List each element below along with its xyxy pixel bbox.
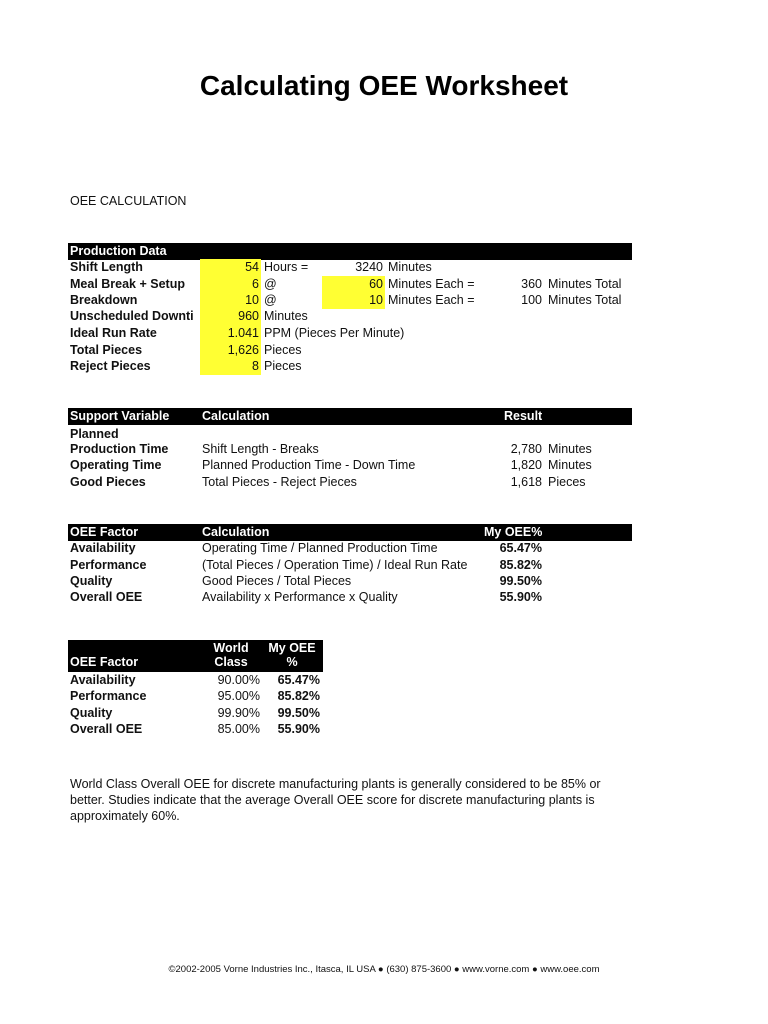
production-row-value2[interactable]: 60 xyxy=(369,277,383,291)
production-row-value3: 100 xyxy=(521,293,542,307)
support-row-result: 2,780 xyxy=(510,442,542,456)
support-row-calc: Shift Length - Breaks xyxy=(202,442,319,456)
compare-header-world-line2: Class xyxy=(214,655,248,669)
compare-header-factor: OEE Factor xyxy=(70,655,139,669)
factor-row-result: 99.50% xyxy=(499,574,542,588)
oee-factor-header xyxy=(68,524,632,541)
support-row-calc: Planned Production Time - Down Time xyxy=(202,458,416,472)
support-row-label: Good Pieces xyxy=(70,475,146,489)
production-row-value[interactable]: 6 xyxy=(252,277,259,291)
support-row-unit: Minutes xyxy=(548,442,592,456)
planned-label: Planned xyxy=(70,427,119,441)
compare-row-mine: 85.82% xyxy=(277,689,320,703)
support-row-calc: Total Pieces - Reject Pieces xyxy=(202,475,357,489)
compare-row-label: Quality xyxy=(70,706,113,720)
production-row-value[interactable]: 1,626 xyxy=(227,343,259,357)
factor-row-label: Overall OEE xyxy=(70,590,143,604)
factor-row-label: Performance xyxy=(70,558,147,572)
production-row-value2: 3240 xyxy=(355,260,383,274)
compare-row-world: 99.90% xyxy=(217,706,260,720)
factor-row-result: 65.47% xyxy=(499,541,542,555)
factor-row-calc: (Total Pieces / Operation Time) / Ideal Run Rate xyxy=(202,558,468,572)
production-data-header xyxy=(68,243,632,260)
production-row-unit: Minutes xyxy=(264,309,308,323)
support-row-unit: Minutes xyxy=(548,458,592,472)
compare-header-my-line1: My OEE xyxy=(268,641,316,655)
factor-row-label: Availability xyxy=(70,541,136,555)
production-row-unit: PPM (Pieces Per Minute) xyxy=(264,326,405,340)
production-row-unit: Pieces xyxy=(264,343,302,357)
production-row-value[interactable]: 960 xyxy=(238,309,259,323)
factor-header-label: OEE Factor xyxy=(70,525,139,539)
production-header-label: Production Data xyxy=(70,244,167,258)
footer-copyright: ©2002-2005 Vorne Industries Inc., Itasca, IL USA ● (630) 875-3600 ● www.vorne.com ● www.oee.com xyxy=(168,964,600,975)
support-header-result: Result xyxy=(504,409,543,423)
page-title: Calculating OEE Worksheet xyxy=(199,70,569,101)
support-variable-header xyxy=(68,408,632,425)
production-row-unit3: Minutes Total xyxy=(548,293,622,307)
production-row-label: Meal Break + Setup xyxy=(70,277,185,291)
factor-row-calc: Good Pieces / Total Pieces xyxy=(202,574,352,588)
section-label: OEE CALCULATION xyxy=(70,194,187,208)
compare-row-label: Availability xyxy=(70,673,136,687)
production-row-unit: @ xyxy=(264,293,277,307)
compare-row-label: Overall OEE xyxy=(70,722,143,736)
compare-row-mine: 99.50% xyxy=(277,706,320,720)
factor-header-my-oee: My OEE% xyxy=(484,525,543,539)
production-row-value[interactable]: 10 xyxy=(245,293,259,307)
compare-row-mine: 55.90% xyxy=(277,722,320,736)
production-row-value2[interactable]: 10 xyxy=(369,293,383,307)
support-row-unit: Pieces xyxy=(548,475,586,489)
support-header-variable: Support Variable xyxy=(70,409,170,423)
factor-row-label: Quality xyxy=(70,574,113,588)
factor-row-result: 55.90% xyxy=(499,590,542,604)
compare-row-world: 90.00% xyxy=(217,673,260,687)
compare-header-world-line1: World xyxy=(213,641,249,655)
production-row-unit3: Minutes Total xyxy=(548,277,622,291)
production-row-label: Total Pieces xyxy=(70,343,143,357)
support-row-result: 1,820 xyxy=(510,458,542,472)
production-row-label: Shift Length xyxy=(70,260,143,274)
world-class-note: World Class Overall OEE for discrete manufacturing plants is generally considered to be 85% or better. Studies indicate that the average Overall OEE score for discrete manufacturing plants is approximately 60%. xyxy=(70,777,601,823)
production-row-value3: 360 xyxy=(521,277,542,291)
support-row-label: Production Time xyxy=(70,442,169,456)
production-row-unit: @ xyxy=(264,277,277,291)
production-row-value[interactable]: 54 xyxy=(245,260,259,274)
support-row-label: Operating Time xyxy=(70,458,162,472)
support-header-calculation: Calculation xyxy=(202,409,270,423)
production-row-unit: Hours = xyxy=(264,260,309,274)
production-row-label: Unscheduled Downti xyxy=(70,309,194,323)
production-row-unit2: Minutes Each = xyxy=(388,277,475,291)
production-row-label: Ideal Run Rate xyxy=(70,326,157,340)
factor-header-calculation: Calculation xyxy=(202,525,270,539)
production-row-label: Reject Pieces xyxy=(70,359,151,373)
comparison-header xyxy=(68,640,323,672)
compare-row-mine: 65.47% xyxy=(277,673,320,687)
factor-row-calc: Availability x Performance x Quality xyxy=(202,590,398,604)
production-row-label: Breakdown xyxy=(70,293,138,307)
production-row-value[interactable]: 1.041 xyxy=(227,326,259,340)
production-row-unit2: Minutes xyxy=(388,260,432,274)
factor-row-calc: Operating Time / Planned Production Time xyxy=(202,541,438,555)
production-row-unit: Pieces xyxy=(264,359,302,373)
compare-header-my-line2: % xyxy=(286,655,298,669)
factor-row-result: 85.82% xyxy=(499,558,542,572)
compare-row-world: 85.00% xyxy=(217,722,260,736)
support-row-result: 1,618 xyxy=(510,475,542,489)
compare-row-label: Performance xyxy=(70,689,147,703)
compare-row-world: 95.00% xyxy=(217,689,260,703)
production-row-unit2: Minutes Each = xyxy=(388,293,475,307)
production-row-value[interactable]: 8 xyxy=(252,359,259,373)
